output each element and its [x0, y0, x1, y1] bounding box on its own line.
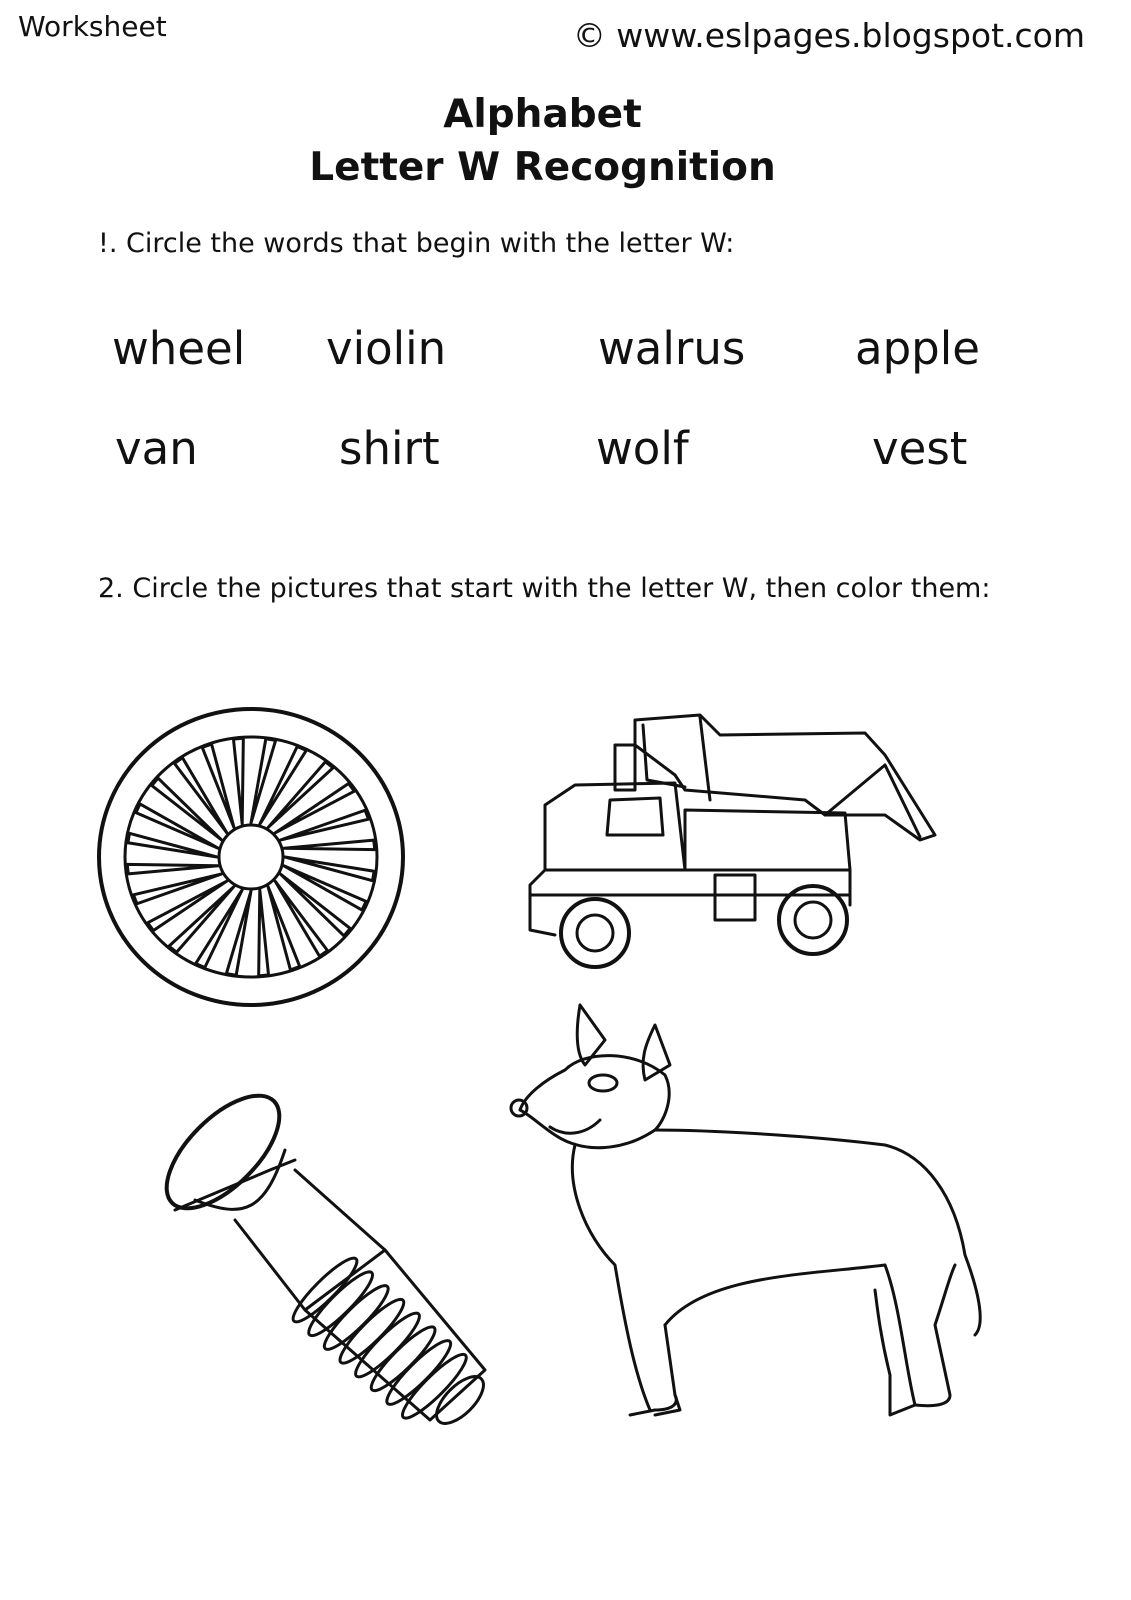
- copyright-url: © www.eslpages.blogspot.com: [572, 16, 1085, 55]
- screw-thread: [349, 1307, 425, 1383]
- screw-icon[interactable]: [155, 1090, 500, 1435]
- wheel-spoke: [127, 864, 218, 873]
- screw-thread: [381, 1334, 457, 1410]
- instruction-2: 2. Circle the pictures that start with the letter W, then color them:: [98, 573, 991, 604]
- word-item[interactable]: wheel: [112, 322, 246, 375]
- wheel-spoke: [259, 890, 269, 976]
- wheel-spoke: [233, 738, 243, 824]
- word-item[interactable]: shirt: [339, 422, 440, 475]
- wheel-spoke: [285, 857, 374, 881]
- wheel-spoke: [268, 886, 300, 969]
- wheel-spoke: [280, 810, 368, 840]
- dump-truck-icon[interactable]: [525, 705, 945, 975]
- wheel-spoke: [128, 833, 217, 857]
- instruction-1: !. Circle the words that begin with the letter W:: [98, 228, 735, 259]
- screw-thread: [334, 1293, 410, 1369]
- word-item[interactable]: apple: [855, 322, 980, 375]
- wolf-icon[interactable]: [505, 995, 995, 1430]
- word-item[interactable]: violin: [326, 322, 447, 375]
- page-title: Alphabet: [443, 92, 642, 137]
- wheel-spoke: [226, 891, 251, 975]
- screw-thread: [396, 1348, 472, 1424]
- screw-thread: [365, 1321, 441, 1397]
- wheel-spoke: [251, 739, 276, 823]
- wheel-spoke: [202, 744, 234, 827]
- page-subtitle: Letter W Recognition: [309, 145, 776, 190]
- wheel-spoke: [133, 874, 221, 904]
- worksheet-label: Worksheet: [18, 10, 167, 43]
- word-item[interactable]: van: [115, 422, 198, 475]
- word-item[interactable]: vest: [872, 422, 968, 475]
- wheel-spoke: [284, 840, 375, 849]
- word-item[interactable]: walrus: [598, 322, 746, 375]
- word-item[interactable]: wolf: [596, 422, 689, 475]
- screw-thread: [287, 1252, 363, 1328]
- wheel-icon[interactable]: [95, 705, 407, 1010]
